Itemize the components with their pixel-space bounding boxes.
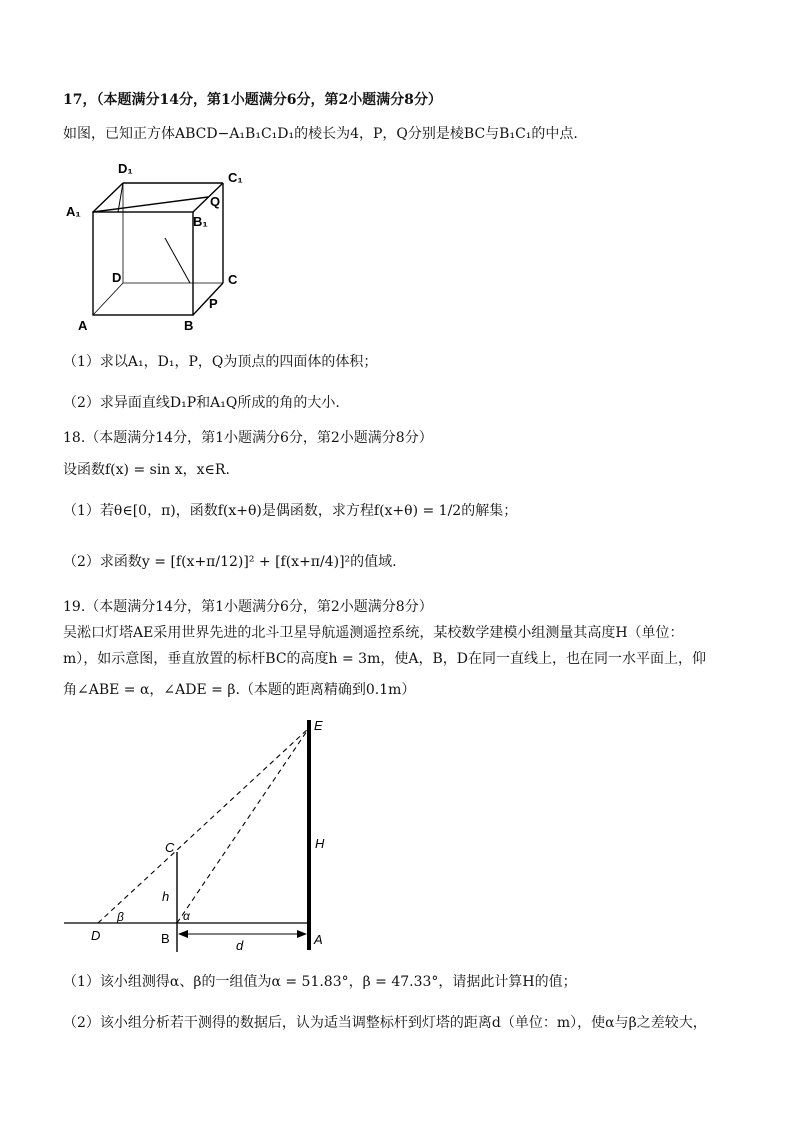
- arrow-left-head: [178, 930, 188, 938]
- q17-header: 17，（本题满分14分，第1小题满分6分，第2小题满分8分）: [63, 92, 442, 108]
- label-b: B: [161, 931, 170, 946]
- label-d-distance: d: [236, 938, 244, 953]
- sightline-be: [177, 728, 309, 923]
- cube-figure: [60, 158, 260, 336]
- q19-part1: （1）该小组测得α、β的一组值为α = 51.83°，β = 47.33°，请据此计算H的值；: [63, 974, 577, 990]
- label-a1: A₁: [66, 204, 81, 219]
- segment-a1q: [93, 197, 208, 212]
- label-alpha: α: [183, 909, 190, 923]
- q18-part1: （1）若θ∈[0，π)，函数f(x+θ)是偶函数，求方程f(x+θ) = 1/2的解集；: [63, 503, 518, 519]
- label-d1: D₁: [118, 161, 133, 176]
- label-c1: C₁: [228, 170, 243, 185]
- label-beta: β: [117, 910, 124, 924]
- label-h-small: h: [162, 889, 170, 904]
- q19-part2: （2）该小组分析若干测得的数据后，认为适当调整标杆到灯塔的距离d（单位：m），使α与β之差较大，: [63, 1015, 707, 1031]
- q19-stem-line2: m），如示意图，垂直放置的标杆BC的高度h = 3m，使A，B，D在同一直线上，也在同一水平面上，仰: [63, 651, 706, 667]
- label-b: B: [184, 318, 194, 333]
- sightline-de: [98, 728, 309, 923]
- label-a: A: [78, 318, 88, 333]
- label-q: Q: [210, 194, 221, 209]
- edge-bc: [193, 283, 223, 315]
- label-a: A: [314, 932, 323, 947]
- q17-stem: 如图，已知正方体ABCD−A₁B₁C₁D₁的棱长为4，P，Q分别是棱BC与B₁C₁的中点.: [63, 126, 578, 142]
- q17-part1: （1）求以A₁，D₁，P，Q为顶点的四面体的体积；: [63, 354, 378, 370]
- q19-stem-line3: 角∠ABE = α，∠ADE = β.（本题的距离精确到0.1m）: [63, 682, 416, 698]
- label-b1: B₁: [193, 214, 208, 229]
- q18-part2: （2）求函数y = [f(x+π/12)]² + [f(x+π/4)]²的值域.: [63, 554, 397, 570]
- label-e: E: [314, 718, 323, 733]
- q19-stem-line1: 吴淞口灯塔AE采用世界先进的北斗卫星导航遥测遥控系统，某校数学建模小组测量其高度H（单位：: [63, 625, 684, 641]
- segment-d1p: [165, 238, 190, 283]
- edge-ad: [93, 283, 123, 315]
- label-c: C: [228, 272, 238, 287]
- lighthouse-figure: [60, 710, 340, 960]
- label-d: D: [91, 928, 101, 943]
- label-p: P: [209, 296, 218, 311]
- q18-header: 18.（本题满分14分，第1小题满分6分，第2小题满分8分）: [63, 430, 433, 446]
- label-h-big: H: [315, 836, 325, 851]
- q17-part2: （2）求异面直线D₁P和A₁Q所成的角的大小.: [63, 395, 340, 411]
- q19-header: 19.（本题满分14分，第1小题满分6分，第2小题满分8分）: [63, 599, 433, 615]
- q18-stem: 设函数f(x) = sin x，x∈R.: [63, 462, 230, 478]
- arrow-right-head: [297, 930, 307, 938]
- label-c: C: [165, 840, 175, 855]
- label-d: D: [112, 270, 122, 285]
